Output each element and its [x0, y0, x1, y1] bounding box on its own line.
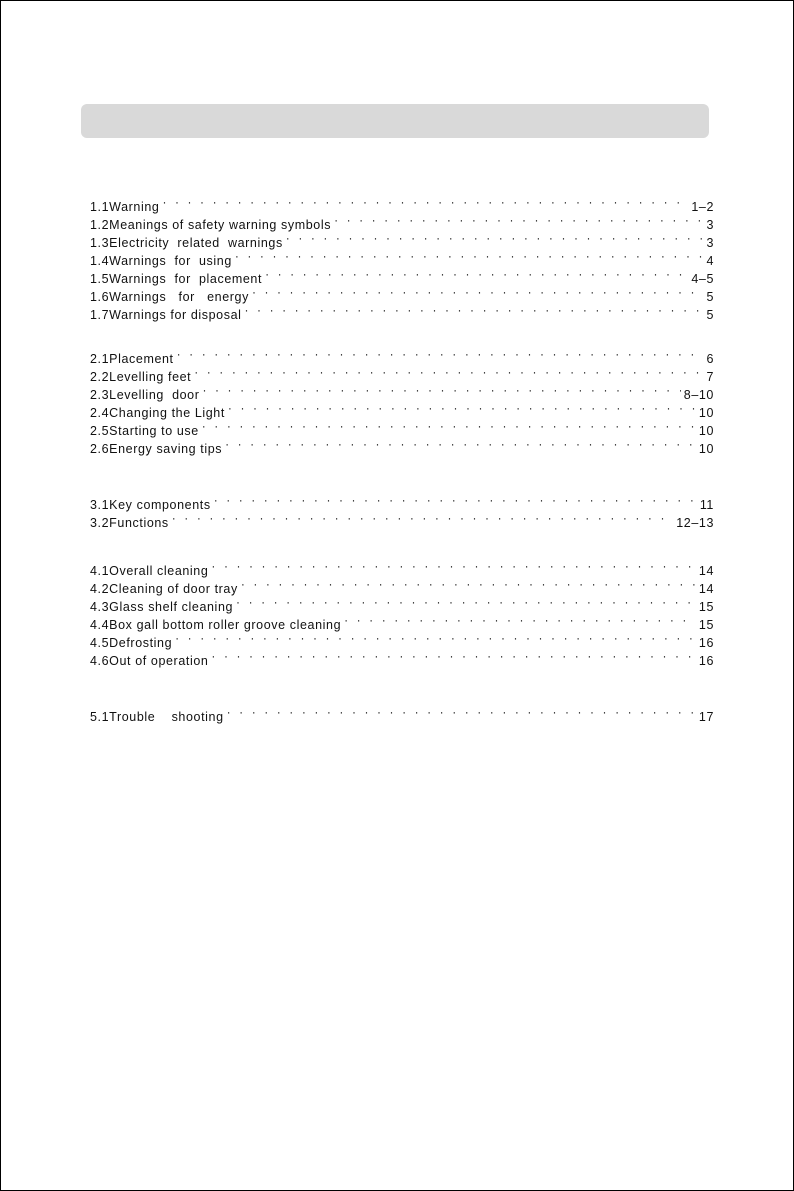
toc-entry-title: 2.2Levelling feet	[90, 370, 192, 384]
toc-entry[interactable]	[90, 629, 714, 650]
toc-entry-page: 4–5	[691, 272, 714, 286]
toc-entry-page: 15	[698, 618, 714, 632]
toc-dot-leader	[241, 575, 696, 593]
toc-dot-leader	[172, 509, 673, 527]
toc-entry-title: 4.6Out of operation	[90, 654, 209, 668]
toc-entry-title: 1.2Meanings of safety warning symbols	[90, 218, 332, 232]
toc-entry[interactable]	[90, 703, 714, 724]
toc-entry-page: 16	[698, 636, 714, 650]
toc-entry-title: 1.1Warning	[90, 200, 160, 214]
toc-entry-page: 4	[706, 254, 714, 268]
toc-dot-leader	[214, 491, 697, 509]
toc-section-3	[90, 491, 714, 530]
toc-entry-title: 1.7Warnings for disposal	[90, 308, 242, 322]
toc-entry-page: 16	[698, 654, 714, 668]
toc-entry-title: 4.3Glass shelf cleaning	[90, 600, 234, 614]
toc-entry-title: 3.2Functions	[90, 516, 169, 530]
toc-entry-page: 10	[698, 424, 714, 438]
toc-dot-leader	[177, 345, 704, 363]
toc-dot-leader	[245, 301, 704, 319]
toc-section-2	[90, 345, 714, 456]
toc-entry-title: 4.4Box gall bottom roller groove cleaning	[90, 618, 342, 632]
toc-entry-page: 11	[699, 498, 714, 512]
toc-entry-title: 3.1Key components	[90, 498, 211, 512]
toc-dot-leader	[211, 647, 695, 665]
toc-entry-page: 8–10	[683, 388, 714, 402]
toc-entry-page: 3	[706, 236, 714, 250]
toc-dot-leader	[235, 247, 704, 265]
toc-entry-page: 5	[706, 290, 714, 304]
toc-dot-leader	[286, 229, 704, 247]
toc-dot-leader	[265, 265, 688, 283]
toc-entry-page: 10	[698, 406, 714, 420]
toc-dot-leader	[228, 399, 696, 417]
toc-dot-leader	[227, 703, 696, 721]
toc-entry-title: 1.4Warnings for using	[90, 254, 232, 268]
toc-dot-leader	[202, 417, 696, 435]
toc-dot-leader	[236, 593, 696, 611]
toc-entry-page: 6	[706, 352, 714, 366]
toc-entry[interactable]	[90, 509, 714, 530]
toc-section-1	[90, 193, 714, 322]
toc-entry[interactable]	[90, 557, 714, 578]
toc-entry-page: 7	[706, 370, 714, 384]
toc-entry-page: 3	[706, 218, 714, 232]
toc-entry[interactable]	[90, 647, 714, 668]
toc-dot-leader	[334, 211, 703, 229]
section-spacer	[90, 665, 714, 703]
toc-entry-title: 4.1Overall cleaning	[90, 564, 209, 578]
toc-entry[interactable]	[90, 363, 714, 384]
toc-dot-leader	[211, 557, 695, 575]
toc-section-5	[90, 703, 714, 724]
toc-entry-page: 14	[698, 582, 714, 596]
toc-entry-title: 1.6Warnings for energy	[90, 290, 249, 304]
toc-entry[interactable]	[90, 193, 714, 214]
section-spacer	[90, 527, 714, 557]
toc-entry-title: 2.1Placement	[90, 352, 174, 366]
toc-entry-page: 14	[698, 564, 714, 578]
section-spacer	[90, 453, 714, 491]
toc-dot-leader	[252, 283, 703, 301]
toc-entry-title: 4.5Defrosting	[90, 636, 173, 650]
toc-entry-title: 2.4Changing the Light	[90, 406, 225, 420]
toc-dot-leader	[344, 611, 696, 629]
toc-dot-leader	[202, 381, 680, 399]
toc-dot-leader	[175, 629, 696, 647]
contents-header-bar	[81, 104, 709, 138]
toc-entry-page: 15	[698, 600, 714, 614]
toc-entry-page: 10	[698, 442, 714, 456]
toc-entry-title: 2.5Starting to use	[90, 424, 199, 438]
toc-entry-page: 17	[698, 710, 714, 724]
toc-entry-page: 1–2	[691, 200, 714, 214]
toc-entry-title: 2.6Energy saving tips	[90, 442, 223, 456]
toc-dot-leader	[162, 193, 688, 211]
toc-entry-title: 5.1Trouble shooting	[90, 710, 224, 724]
toc-section-4	[90, 557, 714, 668]
toc-entry-title: 2.3Levelling door	[90, 388, 200, 402]
toc-entry-title: 1.3Electricity related warnings	[90, 236, 283, 250]
toc-dot-leader	[225, 435, 696, 453]
toc-entry-title: 1.5Warnings for placement	[90, 272, 263, 286]
toc-entry-page: 12–13	[676, 516, 714, 530]
toc-entry[interactable]	[90, 345, 714, 366]
toc-entry-title: 4.2Cleaning of door tray	[90, 582, 238, 596]
toc-dot-leader	[194, 363, 703, 381]
table-of-contents	[90, 193, 714, 724]
toc-entry-page: 5	[706, 308, 714, 322]
toc-entry[interactable]	[90, 211, 714, 232]
toc-entry[interactable]	[90, 491, 714, 512]
